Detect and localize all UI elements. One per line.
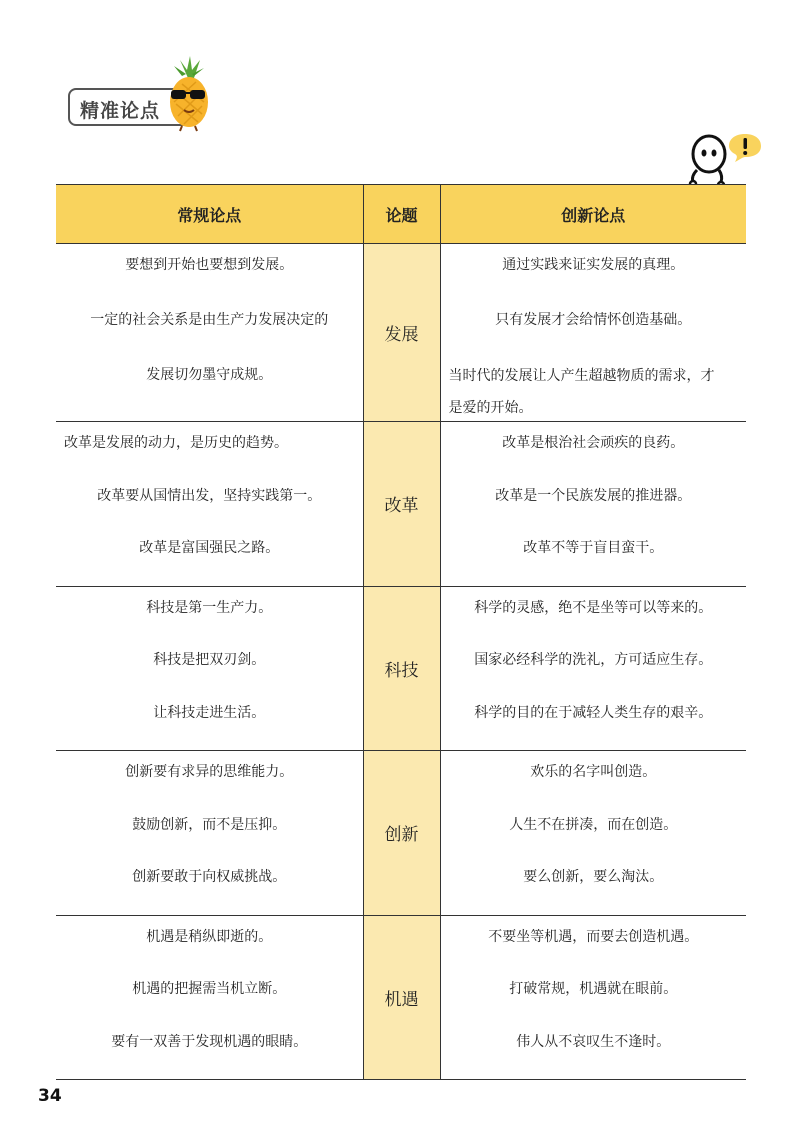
table-row xyxy=(56,244,746,422)
regular-argument: 科技是把双刃剑。 xyxy=(153,652,266,668)
regular-argument: 发展切勿墨守成规。 xyxy=(146,367,273,383)
regular-cell xyxy=(56,244,363,422)
topic-cell: 机遇 xyxy=(363,915,440,1080)
regular-argument: 机遇是稍纵即逝的。 xyxy=(146,928,273,945)
table-header-row xyxy=(56,185,746,244)
badge-title: 精准论点 xyxy=(80,100,161,122)
regular-cell xyxy=(56,586,363,751)
regular-argument: 鼓励创新，而不是压抑。 xyxy=(132,816,287,833)
topic-cell: 创新 xyxy=(363,751,440,916)
table-row xyxy=(56,586,746,751)
innovative-argument: 要么创新，要么淘汰。 xyxy=(523,869,664,885)
topic-cell: 发展 xyxy=(363,244,440,422)
cartoon-character-icon xyxy=(683,132,763,192)
innovative-cell xyxy=(440,586,746,751)
innovative-argument: 科学的灵感，绝不是坐等可以等来的。 xyxy=(474,599,713,616)
regular-argument: 改革是发展的动力，是历史的趋势。 xyxy=(64,435,288,451)
innovative-argument: 欢乐的名字叫创造。 xyxy=(530,764,657,780)
regular-argument: 让科技走进生活。 xyxy=(153,704,266,721)
innovative-argument: 通过实践来证实发展的真理。 xyxy=(502,257,685,273)
regular-argument: 改革是富国强民之路。 xyxy=(139,540,280,556)
innovative-argument: 国家必经科学的洗礼，方可适应生存。 xyxy=(474,652,713,668)
topic-cell: 改革 xyxy=(363,422,440,587)
innovative-argument: 科学的目的在于减轻人类生存的艰辛。 xyxy=(474,704,713,721)
innovative-argument: 打破常规，机遇就在眼前。 xyxy=(509,981,678,997)
regular-cell xyxy=(56,751,363,916)
innovative-cell xyxy=(440,751,746,916)
regular-cell xyxy=(56,422,363,587)
innovative-argument: 当时代的发展让人产生超越物质的需求，才是爱的开始。 xyxy=(448,368,715,416)
innovative-cell xyxy=(440,422,746,587)
column-header-innovative: 创新论点 xyxy=(440,185,746,244)
innovative-argument: 改革不等于盲目蛮干。 xyxy=(523,540,664,556)
regular-argument: 要有一双善于发现机遇的眼睛。 xyxy=(111,1033,308,1050)
pineapple-mascot-icon xyxy=(158,56,218,132)
table-row xyxy=(56,751,746,916)
regular-argument: 科技是第一生产力。 xyxy=(146,599,273,616)
innovative-argument: 伟人从不哀叹生不逢时。 xyxy=(516,1033,671,1050)
page-number: 34 xyxy=(38,1086,62,1106)
exclamation-bubble-icon xyxy=(729,134,761,162)
innovative-argument: 改革是根治社会顽疾的良药。 xyxy=(502,435,685,451)
regular-argument: 创新要有求异的思维能力。 xyxy=(125,764,294,780)
innovative-argument: 不要坐等机遇，而要去创造机遇。 xyxy=(488,928,699,945)
innovative-cell xyxy=(440,915,746,1080)
innovative-argument: 只有发展才会给情怀创造基础。 xyxy=(495,312,692,328)
regular-argument: 改革要从国情出发，坚持实践第一。 xyxy=(97,487,322,504)
innovative-argument: 改革是一个民族发展的推进器。 xyxy=(495,487,692,504)
topic-cell: 科技 xyxy=(363,586,440,751)
innovative-cell xyxy=(440,244,746,422)
regular-argument: 机遇的把握需当机立断。 xyxy=(132,981,287,997)
column-header-topic: 论题 xyxy=(363,185,440,244)
innovative-argument: 人生不在拼凑，而在创造。 xyxy=(509,816,678,833)
regular-argument: 创新要敢于向权威挑战。 xyxy=(132,869,287,885)
column-header-regular: 常规论点 xyxy=(56,185,363,244)
table-row xyxy=(56,422,746,587)
regular-argument: 一定的社会关系是由生产力发展决定的 xyxy=(90,312,329,328)
regular-argument: 要想到开始也要想到发展。 xyxy=(125,257,294,273)
table-row xyxy=(56,915,746,1080)
regular-cell xyxy=(56,915,363,1080)
arguments-table xyxy=(56,184,746,1080)
